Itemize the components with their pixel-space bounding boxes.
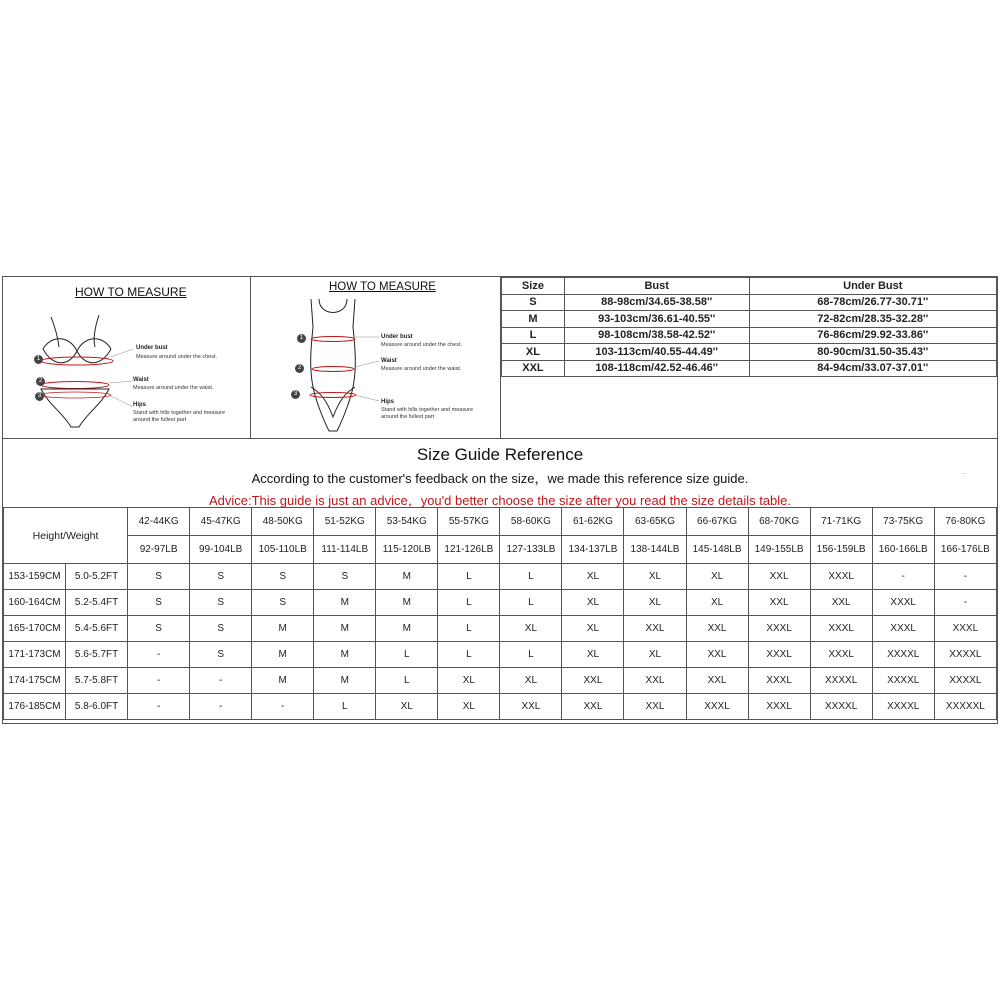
size-cell: - <box>128 642 190 668</box>
bust-cell: 103-113cm/40.55-44.49'' <box>564 344 749 361</box>
size-cell: XL <box>562 590 624 616</box>
size-cell: XXL <box>686 616 748 642</box>
size-cell: XL <box>686 564 748 590</box>
size-cell: M <box>252 668 314 694</box>
weight-kg-row <box>4 508 997 536</box>
size-cell: - <box>872 564 934 590</box>
size-cell: XXL <box>748 590 810 616</box>
size-cell: XXXL <box>748 616 810 642</box>
size-cell: XL <box>562 616 624 642</box>
bust-table-header <box>502 278 997 295</box>
size-cell: S <box>190 564 252 590</box>
size-cell: XXXL <box>748 694 810 720</box>
bust-size-table <box>501 277 997 377</box>
weight-kg-header: 51-52KG <box>314 508 376 536</box>
size-cell: XXXL <box>748 642 810 668</box>
height-weight-size-table <box>3 507 997 720</box>
under-bust-cell: 84-94cm/33.07-37.01'' <box>749 360 996 377</box>
size-cell: S <box>128 616 190 642</box>
size-cell: XL <box>500 668 562 694</box>
marker-1: 1 <box>34 355 43 364</box>
table-row <box>4 564 997 590</box>
marker-3: 3 <box>35 392 44 401</box>
weight-lb-header: 138-144LB <box>624 536 686 564</box>
table-row <box>4 694 997 720</box>
size-cell: M <box>314 668 376 694</box>
table-row <box>502 360 997 377</box>
size-cell: M <box>314 642 376 668</box>
size-cell: XXXL <box>810 642 872 668</box>
size-cell: - <box>128 694 190 720</box>
weight-lb-header: 111-114LB <box>314 536 376 564</box>
size-cell: S <box>190 642 252 668</box>
weight-kg-header: 58-60KG <box>500 508 562 536</box>
panel-title: HOW TO MEASURE <box>75 285 187 299</box>
weight-lb-header: 121-126LB <box>438 536 500 564</box>
weight-lb-header: 92-97LB <box>128 536 190 564</box>
header-size: Size <box>502 278 565 295</box>
size-cell: L <box>500 564 562 590</box>
weight-lb-header: 145-148LB <box>686 536 748 564</box>
weight-lb-header: 166-176LB <box>934 536 996 564</box>
hips-desc-2: around the fullest part <box>133 417 187 423</box>
stray-dot: . <box>962 467 965 476</box>
height-weight-corner: Height/Weight <box>4 508 128 564</box>
size-cell: L <box>438 642 500 668</box>
size-cell: XL <box>562 642 624 668</box>
size-cell: XXXXL <box>810 668 872 694</box>
table-row <box>502 327 997 344</box>
size-cell: S <box>252 564 314 590</box>
weight-kg-header: 71-71KG <box>810 508 872 536</box>
weight-kg-header: 63-65KG <box>624 508 686 536</box>
size-cell: L <box>502 327 565 344</box>
weight-lb-header: 99-104LB <box>190 536 252 564</box>
size-cell: XL <box>438 694 500 720</box>
waist-desc: Measure around under the waist. <box>381 366 462 372</box>
size-cell: S <box>128 590 190 616</box>
panel-title: HOW TO MEASURE <box>329 281 436 293</box>
size-cell: XL <box>624 642 686 668</box>
size-cell: L <box>376 668 438 694</box>
size-cell: XXXL <box>748 668 810 694</box>
size-cell: L <box>314 694 376 720</box>
size-cell: S <box>502 294 565 311</box>
header-bust: Bust <box>564 278 749 295</box>
size-cell: XL <box>500 616 562 642</box>
height-ft-cell: 5.2-5.4FT <box>66 590 128 616</box>
weight-kg-header: 61-62KG <box>562 508 624 536</box>
under-bust-cell: 80-90cm/31.50-35.43'' <box>749 344 996 361</box>
size-cell: M <box>502 311 565 328</box>
size-cell: S <box>190 590 252 616</box>
weight-lb-header: 156-159LB <box>810 536 872 564</box>
size-cell: XXL <box>562 668 624 694</box>
height-ft-cell: 5.0-5.2FT <box>66 564 128 590</box>
size-cell: XXL <box>624 616 686 642</box>
size-cell: L <box>500 590 562 616</box>
size-cell: XXXXL <box>934 642 996 668</box>
size-guide-subtitle: According to the customer's feedback on the size，we made this reference size guide. <box>251 471 749 486</box>
top-section <box>3 277 997 439</box>
bust-cell: 98-108cm/38.58-42.52'' <box>564 327 749 344</box>
size-cell: M <box>376 616 438 642</box>
weight-lb-header: 127-133LB <box>500 536 562 564</box>
size-cell: XXL <box>500 694 562 720</box>
weight-kg-header: 76-80KG <box>934 508 996 536</box>
weight-kg-header: 55-57KG <box>438 508 500 536</box>
size-cell: M <box>376 590 438 616</box>
hips-desc-1: Stand with hills together and measure <box>381 407 474 413</box>
size-cell: XXXXL <box>872 694 934 720</box>
under-bust-cell: 68-78cm/26.77-30.71'' <box>749 294 996 311</box>
header-under-bust: Under Bust <box>749 278 996 295</box>
size-guide-advice: Advice:This guide is just an advice，you'd better choose the size after you read the size details table. <box>208 493 792 508</box>
height-cm-cell: 174-175CM <box>4 668 66 694</box>
weight-kg-header: 53-54KG <box>376 508 438 536</box>
size-cell: XXXL <box>934 616 996 642</box>
weight-kg-header: 42-44KG <box>128 508 190 536</box>
weight-kg-header: 73-75KG <box>872 508 934 536</box>
waist-label: Waist <box>381 358 397 364</box>
size-cell: XXXL <box>810 616 872 642</box>
height-cm-cell: 165-170CM <box>4 616 66 642</box>
size-cell: XXXXXL <box>934 694 996 720</box>
height-cm-cell: 171-173CM <box>4 642 66 668</box>
size-cell: - <box>252 694 314 720</box>
marker-1: 1 <box>297 334 306 343</box>
how-to-measure-bikini-panel <box>3 277 251 438</box>
table-row <box>4 616 997 642</box>
size-cell: L <box>376 642 438 668</box>
size-cell: XXL <box>624 694 686 720</box>
weight-lb-header: 134-137LB <box>562 536 624 564</box>
under-bust-label: Under bust <box>136 345 168 351</box>
bust-cell: 93-103cm/36.61-40.55'' <box>564 311 749 328</box>
table-row <box>4 642 997 668</box>
marker-3: 3 <box>291 390 300 399</box>
size-cell: - <box>934 564 996 590</box>
weight-kg-header: 45-47KG <box>190 508 252 536</box>
size-cell: L <box>438 564 500 590</box>
size-cell: M <box>314 616 376 642</box>
height-cm-cell: 176-185CM <box>4 694 66 720</box>
size-cell: XL <box>376 694 438 720</box>
size-cell: XL <box>624 590 686 616</box>
weight-lb-header: 105-110LB <box>252 536 314 564</box>
weight-kg-header: 68-70KG <box>748 508 810 536</box>
height-ft-cell: 5.4-5.6FT <box>66 616 128 642</box>
size-cell: XL <box>686 590 748 616</box>
size-cell: S <box>252 590 314 616</box>
size-cell: XXL <box>686 668 748 694</box>
size-cell: M <box>252 616 314 642</box>
size-cell: XXL <box>686 642 748 668</box>
size-cell: XXL <box>502 360 565 377</box>
size-cell: XXXXL <box>872 642 934 668</box>
size-cell: S <box>314 564 376 590</box>
size-cell: XL <box>624 564 686 590</box>
height-ft-cell: 5.7-5.8FT <box>66 668 128 694</box>
table-row <box>4 590 997 616</box>
size-cell: S <box>128 564 190 590</box>
size-guide-title: Size Guide Reference <box>416 445 584 464</box>
weight-lb-header: 149-155LB <box>748 536 810 564</box>
size-cell: XL <box>438 668 500 694</box>
size-cell: XXXL <box>872 616 934 642</box>
weight-lb-row <box>4 536 997 564</box>
size-cell: L <box>438 616 500 642</box>
size-cell: XL <box>502 344 565 361</box>
size-cell: XXL <box>748 564 810 590</box>
waist-desc: Measure around under the waist. <box>133 385 214 391</box>
size-cell: XXXL <box>686 694 748 720</box>
size-cell: XXXXL <box>872 668 934 694</box>
weight-kg-header: 66-67KG <box>686 508 748 536</box>
size-cell: M <box>376 564 438 590</box>
size-cell: XXL <box>624 668 686 694</box>
how-to-measure-onepiece-panel <box>251 277 501 438</box>
size-cell: XXL <box>562 694 624 720</box>
hips-label: Hips <box>381 399 395 405</box>
size-cell: XL <box>562 564 624 590</box>
table-row <box>502 311 997 328</box>
size-cell: L <box>438 590 500 616</box>
hips-label: Hips <box>133 402 147 408</box>
under-bust-cell: 72-82cm/28.35-32.28'' <box>749 311 996 328</box>
weight-kg-header: 48-50KG <box>252 508 314 536</box>
size-cell: L <box>500 642 562 668</box>
height-ft-cell: 5.6-5.7FT <box>66 642 128 668</box>
size-cell: XXXL <box>810 564 872 590</box>
height-cm-cell: 160-164CM <box>4 590 66 616</box>
height-ft-cell: 5.8-6.0FT <box>66 694 128 720</box>
size-cell: XXL <box>810 590 872 616</box>
under-bust-cell: 76-86cm/29.92-33.86'' <box>749 327 996 344</box>
bust-cell: 88-98cm/34.65-38.58'' <box>564 294 749 311</box>
bust-cell: 108-118cm/42.52-46.46'' <box>564 360 749 377</box>
size-cell: - <box>934 590 996 616</box>
marker-2: 2 <box>36 377 45 386</box>
table-row <box>502 344 997 361</box>
size-cell: M <box>252 642 314 668</box>
size-cell: - <box>190 668 252 694</box>
marker-2: 2 <box>295 364 304 373</box>
under-bust-desc: Measure around under the chest. <box>381 342 463 348</box>
waist-label: Waist <box>133 377 149 383</box>
table-row <box>502 294 997 311</box>
hips-desc-1: Stand with hills together and measure <box>133 410 226 416</box>
size-cell: M <box>314 590 376 616</box>
size-cell: XXXXL <box>810 694 872 720</box>
size-guide-header <box>3 439 997 508</box>
size-cell: - <box>190 694 252 720</box>
height-cm-cell: 153-159CM <box>4 564 66 590</box>
size-chart-frame <box>2 276 998 724</box>
weight-lb-header: 115-120LB <box>376 536 438 564</box>
size-cell: XXXXL <box>934 668 996 694</box>
size-cell: S <box>190 616 252 642</box>
hips-desc-2: around the fullest part <box>381 414 435 420</box>
table-row <box>4 668 997 694</box>
weight-lb-header: 160-166LB <box>872 536 934 564</box>
under-bust-desc: Measure around under the chest. <box>136 354 218 360</box>
size-cell: - <box>128 668 190 694</box>
size-cell: XXXL <box>872 590 934 616</box>
under-bust-label: Under bust <box>381 334 413 340</box>
